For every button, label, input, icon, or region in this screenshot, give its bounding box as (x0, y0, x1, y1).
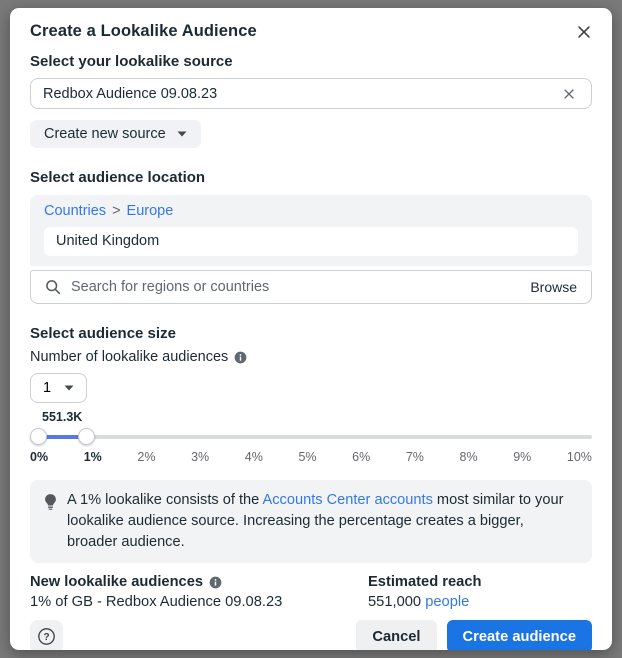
tip-text-before: A 1% lookalike consists of the (67, 492, 263, 508)
create-lookalike-audience-dialog (10, 8, 612, 650)
help-button[interactable] (30, 620, 63, 650)
reach-number: 551,000 (368, 594, 426, 610)
number-of-audiences-line (30, 349, 592, 365)
dialog-header (10, 8, 612, 41)
tick-label: 10% (566, 450, 592, 464)
lookalike-source-input[interactable] (30, 78, 592, 109)
tick-label: 5% (298, 450, 317, 464)
tick-label: 6% (352, 450, 371, 464)
lookalike-tip-box (30, 480, 592, 563)
close-button[interactable] (570, 18, 598, 46)
accounts-center-link[interactable]: Accounts Center accounts (262, 492, 433, 508)
dialog-footer (10, 610, 612, 650)
new-audiences-column (30, 574, 368, 610)
close-icon (575, 23, 593, 41)
clear-icon (561, 86, 577, 102)
new-audiences-value: 1% of GB - Redbox Audience 09.08.23 (30, 594, 283, 610)
slider-handle-max[interactable] (78, 428, 95, 445)
tip-text-after: most similar to your lookalike audience source. Increasing the percentage creates a bigger, broader audience. (67, 492, 564, 550)
people-link[interactable]: people (425, 594, 470, 610)
create-audience-button[interactable]: Create audience (447, 620, 592, 650)
lookalike-source-value: Redbox Audience 09.08.23 (43, 85, 218, 102)
new-audiences-label: New lookalike audiences (30, 574, 204, 590)
help-icon (37, 627, 56, 646)
tick-label: 7% (405, 450, 424, 464)
slider-tick-labels (30, 450, 592, 464)
slider-handle-min[interactable] (30, 428, 47, 445)
audience-count-value: 1 (43, 380, 52, 396)
selected-location-field[interactable]: United Kingdom (44, 227, 578, 256)
svg-text:?: ? (43, 632, 50, 644)
number-of-audiences-label: Number of lookalike audiences (30, 349, 229, 365)
audience-count-select[interactable] (30, 373, 87, 403)
tick-label: 1% (83, 450, 102, 464)
cancel-button[interactable]: Cancel (356, 620, 436, 650)
summary-row (30, 574, 592, 610)
tick-label: 9% (513, 450, 532, 464)
dialog-content (10, 41, 612, 610)
location-search-bar (30, 270, 592, 304)
tip-text (67, 490, 578, 553)
tick-label: 3% (191, 450, 210, 464)
location-search-input[interactable] (71, 279, 520, 295)
estimated-reach-column (368, 574, 481, 610)
create-new-source-label: Create new source (44, 126, 166, 142)
estimated-reach-value (368, 594, 481, 610)
chevron-down-icon (64, 385, 74, 391)
audience-size-slider (30, 410, 592, 464)
source-section-label: Select your lookalike source (30, 53, 233, 70)
browse-link[interactable]: Browse (530, 279, 577, 295)
size-section-label: Select audience size (30, 325, 176, 342)
slider-track[interactable] (30, 435, 592, 439)
tick-label: 0% (30, 450, 49, 464)
estimated-reach-label: Estimated reach (368, 574, 482, 590)
new-audiences-header (30, 574, 368, 590)
slider-track-area (30, 428, 592, 446)
breadcrumb-europe-link[interactable]: Europe (126, 203, 174, 219)
info-icon[interactable] (234, 351, 247, 364)
tick-label: 4% (244, 450, 263, 464)
chevron-down-icon (177, 131, 187, 137)
info-icon[interactable] (209, 576, 222, 589)
clear-source-button[interactable] (559, 84, 579, 104)
slider-value-tooltip: 551.3K (42, 410, 83, 424)
dialog-title: Create a Lookalike Audience (30, 22, 257, 40)
search-icon (45, 279, 61, 295)
create-new-source-button[interactable] (30, 120, 201, 148)
lightbulb-icon (44, 493, 57, 553)
location-section-label: Select audience location (30, 169, 206, 186)
breadcrumb-separator: > (112, 203, 121, 219)
breadcrumb (44, 203, 578, 219)
breadcrumb-countries-link[interactable]: Countries (44, 203, 107, 219)
tick-label: 2% (137, 450, 156, 464)
tick-label: 8% (459, 450, 478, 464)
audience-location-panel (30, 195, 592, 266)
